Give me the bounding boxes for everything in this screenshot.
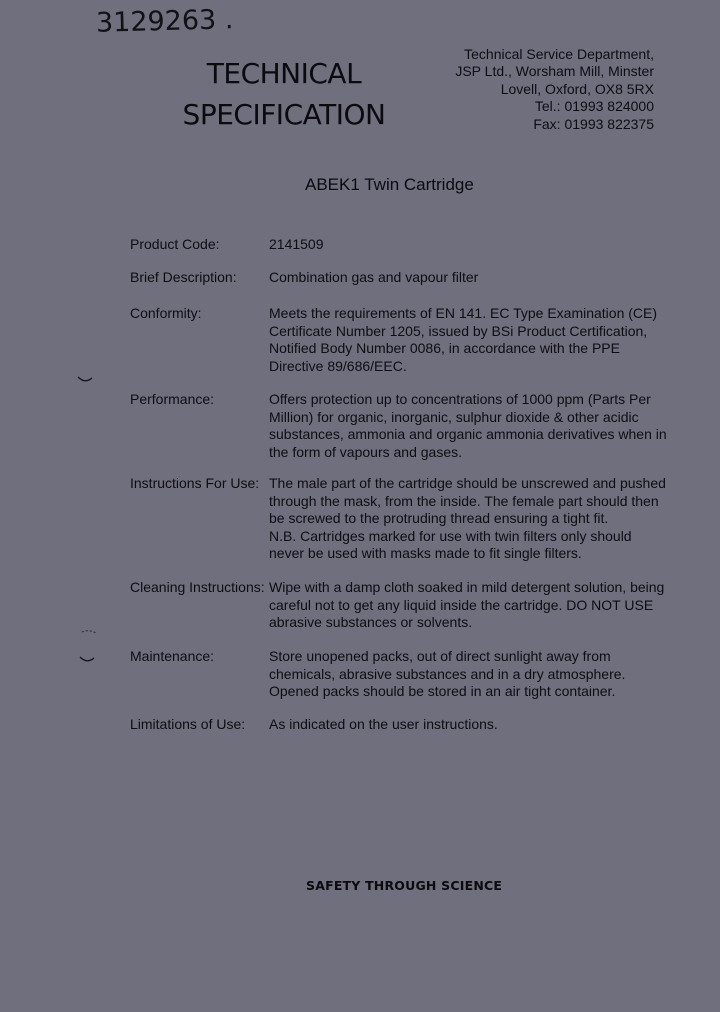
punch-hole-mark-icon [76, 372, 94, 386]
scan-artifact-mark-icon [80, 628, 98, 638]
spec-value-line: the form of vapours and gases. [269, 443, 462, 460]
company-address-block [455, 46, 654, 133]
spec-label: Performance: [130, 391, 215, 407]
title-line: SPECIFICATION [182, 98, 386, 131]
spec-label: Brief Description: [130, 269, 237, 285]
spec-value-line: never be used with masks made to fit single filters. [269, 545, 582, 561]
spec-value [269, 475, 669, 563]
spec-value [269, 648, 669, 701]
spec-value-line: Directive 89/686/EEC. [269, 357, 407, 374]
spec-value-line: be screwed to the protruding thread ensuring a tight fit. [269, 510, 609, 526]
spec-value [269, 236, 669, 254]
spec-value-line: substances, ammonia and organic ammonia derivatives when in [269, 426, 667, 442]
spec-value-line: As indicated on the user instructions. [269, 716, 498, 732]
spec-value-line: N.B. Cartridges marked for use with twin filters only should [269, 527, 632, 544]
spec-value-line: Wipe with a damp cloth soaked in mild detergent solution, being [269, 579, 665, 595]
spec-value [269, 269, 669, 287]
spec-value-line: The male part of the cartridge should be unscrewed and pushed [269, 475, 666, 491]
address-line: Technical Service Department, [464, 46, 654, 62]
spec-value-line: chemicals, abrasive substances and in a dry atmosphere. [269, 665, 626, 682]
address-line: JSP Ltd., Worsham Mill, Minster [455, 63, 654, 80]
spec-value-line: Opened packs should be stored in an air tight container. [269, 683, 616, 699]
address-line: Tel.: 01993 824000 [534, 98, 654, 115]
spec-label: Product Code: [130, 236, 220, 252]
spec-label: Limitations of Use: [130, 716, 246, 732]
spec-value-line: abrasive substances or solvents. [269, 614, 473, 630]
spec-value [269, 579, 669, 632]
punch-hole-mark-icon [78, 652, 96, 666]
spec-value [269, 305, 669, 375]
spec-value [269, 716, 669, 734]
spec-label: Conformity: [130, 305, 202, 321]
spec-value-line: careful not to get any liquid inside the cartridge. DO NOT USE [269, 596, 654, 613]
spec-value-line: Combination gas and vapour filter [269, 269, 479, 285]
spec-value-line: Certificate Number 1205, issued by BSi Product Certification, [269, 322, 648, 339]
spec-value [269, 391, 669, 461]
spec-value-line: Store unopened packs, out of direct sunlight away from [269, 648, 611, 664]
address-line: Lovell, Oxford, OX8 5RX [500, 80, 654, 97]
footer-tagline: SAFETY THROUGH SCIENCE [306, 878, 503, 893]
spec-label: Maintenance: [130, 648, 215, 664]
spec-label: Cleaning Instructions: [130, 579, 265, 595]
spec-value-line: 2141509 [269, 236, 324, 252]
spec-value-line: Meets the requirements of EN 141. EC Type Examination (CE) [269, 305, 658, 321]
spec-value-line: Offers protection up to concentrations of 1000 ppm (Parts Per [269, 391, 651, 407]
page-title [166, 53, 402, 135]
handwritten-reference-number: 3129263 . [95, 4, 234, 39]
address-line: Fax: 01993 822375 [533, 115, 654, 132]
spec-value-line: Notified Body Number 0086, in accordance with the PPE [269, 340, 620, 356]
product-title: ABEK1 Twin Cartridge [305, 175, 474, 194]
spec-value-line: through the mask, from the inside. The female part should then [269, 492, 659, 509]
title-line: TECHNICAL [206, 57, 362, 90]
spec-value-line: Million) for organic, inorganic, sulphur dioxide & other acidic [269, 408, 639, 425]
spec-label: Instructions For Use: [130, 475, 260, 491]
